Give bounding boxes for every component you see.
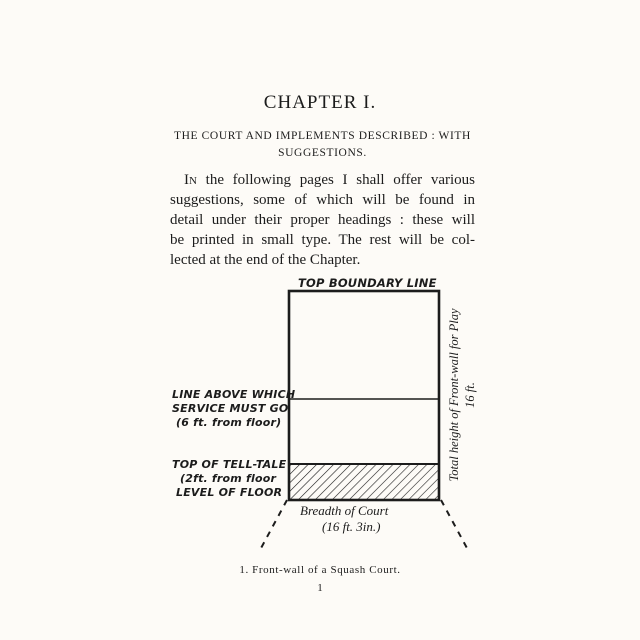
page-number: 1 (317, 582, 323, 594)
body-paragraph (170, 170, 475, 270)
floor-label: LEVEL OF FLOOR (176, 486, 283, 499)
body-line-3: detail under their proper headings : these will (170, 212, 475, 228)
dropcap-word: In (184, 172, 197, 188)
service-label-line-1: LINE ABOVE WHICH (172, 388, 296, 401)
service-label-line-2: SERVICE MUST GO (172, 402, 289, 415)
tell-tale-band (289, 464, 439, 500)
breadth-label-line-2: (16 ft. 3in.) (322, 519, 381, 534)
telltale-label-line-1: TOP OF TELL-TALE (172, 458, 287, 471)
body-line-1 (170, 170, 475, 190)
breadth-label-line-1: Breadth of Court (300, 503, 389, 518)
body-line-4: be printed in small type. The rest will be col- (170, 232, 475, 248)
floor-right-line (441, 500, 468, 550)
height-label-line-2: 16 ft. (463, 382, 477, 408)
chapter-subtitle-line-2: SUGGESTIONS. (278, 147, 367, 159)
top-boundary-label: TOP BOUNDARY LINE (298, 276, 437, 290)
body-line-2: suggestions, some of which will be found in (170, 192, 475, 208)
chapter-subtitle (150, 128, 495, 162)
figure-caption: 1. Front-wall of a Squash Court. (239, 564, 401, 576)
service-label-line-3: (6 ft. from floor) (176, 416, 282, 429)
chapter-title: CHAPTER I. (263, 92, 377, 113)
floor-left-line (260, 500, 287, 550)
chapter-subtitle-line-1: THE COURT AND IMPLEMENTS DESCRIBED : WITH (174, 130, 471, 142)
body-line-1-text: the following pages I shall offer various (196, 172, 475, 188)
body-line-5: lected at the end of the Chapter. (170, 252, 361, 268)
height-label-line-1: Total height of Front-wall for Play (447, 308, 461, 482)
telltale-label-line-2: (2ft. from floor (180, 472, 277, 485)
